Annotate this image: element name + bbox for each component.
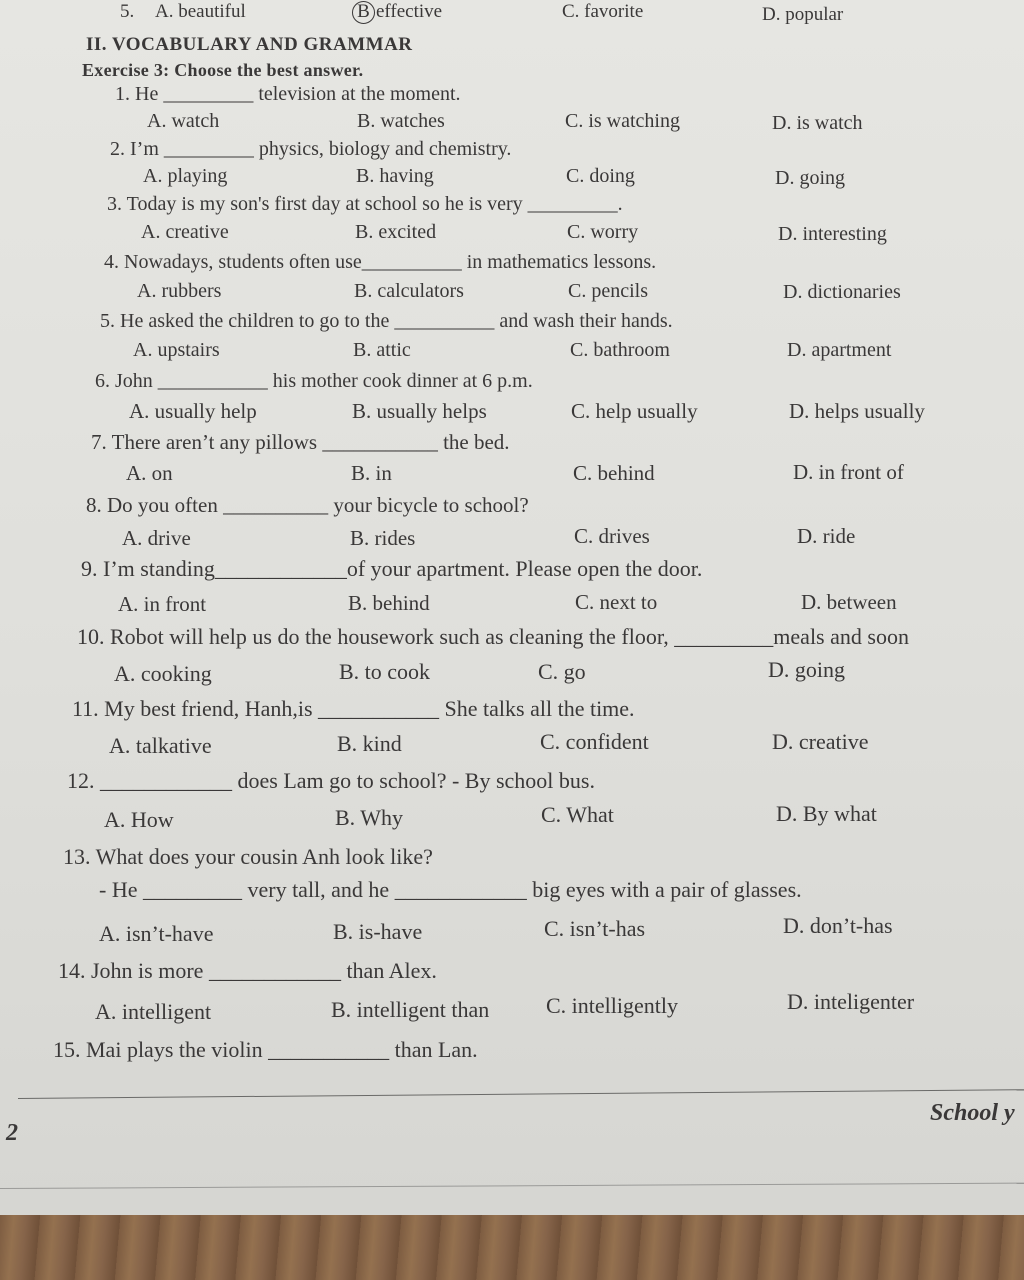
q9-option-d: D. between: [801, 590, 897, 614]
q6-option-a: A. usually help: [129, 399, 257, 423]
q8-option-d: D. ride: [797, 524, 856, 548]
q2-option-a: A. playing: [143, 165, 228, 187]
q13-option-c: C. isn’t-has: [544, 916, 646, 941]
q7-option-a: A. on: [126, 461, 173, 485]
q12-option-b: B. Why: [335, 805, 404, 830]
circled-answer-mark: B: [352, 1, 375, 24]
q13-option-d: D. don’t-has: [783, 913, 893, 938]
q14-option-c: C. intelligently: [546, 993, 678, 1018]
q1-option-b: B. watches: [357, 110, 445, 132]
q10-option-a: A. cooking: [114, 661, 212, 686]
q3-option-a: A. creative: [141, 221, 229, 243]
footer-divider: [18, 1089, 1024, 1099]
q4-option-c: C. pencils: [568, 280, 648, 302]
q4-option-a: A. rubbers: [137, 280, 222, 302]
q10-option-c: C. go: [538, 659, 586, 684]
question-10: 10. Robot will help us do the housework such as cleaning the floor, _________meals and soon: [77, 624, 909, 649]
q3-option-d: D. interesting: [778, 223, 887, 245]
q2-option-c: C. doing: [566, 165, 635, 187]
q11-option-d: D. creative: [772, 729, 869, 754]
q12-option-a: A. How: [104, 807, 174, 832]
q4-option-d: D. dictionaries: [783, 281, 901, 303]
q5-option-c: C. bathroom: [570, 339, 670, 361]
q7-option-b: B. in: [351, 461, 392, 485]
q5-option-d: D. apartment: [787, 339, 892, 361]
q6-option-d: D. helps usually: [789, 399, 925, 423]
q1-option-d: D. is watch: [772, 112, 863, 134]
question-8: 8. Do you often __________ your bicycle to school?: [86, 493, 529, 517]
question-13: 13. What does your cousin Anh look like?: [63, 844, 433, 869]
q7-option-d: D. in front of: [793, 460, 904, 484]
q14-option-b: B. intelligent than: [331, 997, 490, 1022]
q8-option-b: B. rides: [350, 526, 416, 550]
q8-option-c: C. drives: [574, 524, 650, 548]
q7-option-c: C. behind: [573, 461, 655, 485]
q14-option-a: A. intelligent: [95, 999, 212, 1024]
q10-option-b: B. to cook: [339, 659, 431, 684]
question-15: 15. Mai plays the violin ___________ than Lan.: [53, 1037, 478, 1062]
q3-option-c: C. worry: [567, 221, 639, 243]
q12-option-d: D. By what: [776, 801, 877, 826]
q9-option-b: B. behind: [348, 591, 430, 615]
q13-option-b: B. is-have: [333, 919, 423, 944]
page-bottom-line: [0, 1183, 1024, 1189]
q3-option-b: B. excited: [355, 221, 437, 243]
question-7: 7. There aren’t any pillows ___________ the bed.: [91, 430, 510, 454]
school-year-text: School y: [930, 1100, 1015, 1126]
question-3: 3. Today is my son's first day at school so he is very _________.: [107, 193, 623, 215]
q5-option-a: A. upstairs: [133, 339, 220, 361]
prev-option-b: [352, 0, 442, 24]
q12-option-c: C. What: [541, 802, 614, 827]
prev-option-c: C. favorite: [562, 1, 644, 22]
question-13-line-2: - He _________ very tall, and he ____________ big eyes with a pair of glasses.: [99, 877, 802, 902]
question-6: 6. John ___________ his mother cook dinner at 6 p.m.: [95, 370, 533, 392]
question-1: 1. He _________ television at the moment.: [115, 83, 461, 105]
q9-option-c: C. next to: [575, 590, 658, 614]
q6-option-c: C. help usually: [571, 399, 698, 423]
section-title: II. VOCABULARY AND GRAMMAR: [86, 34, 413, 55]
prev-option-a: A. beautiful: [155, 1, 246, 22]
q1-option-c: C. is watching: [565, 110, 680, 132]
q10-option-d: D. going: [768, 657, 845, 682]
question-12: 12. ____________ does Lam go to school? - By school bus.: [67, 768, 595, 793]
question-2: 2. I’m _________ physics, biology and chemistry.: [110, 138, 512, 160]
prev-option-b-text: effective: [376, 1, 443, 22]
question-5: 5. He asked the children to go to the __________ and wash their hands.: [100, 310, 673, 332]
q4-option-b: B. calculators: [354, 280, 464, 302]
q2-option-b: B. having: [356, 165, 434, 187]
q8-option-a: A. drive: [122, 526, 191, 550]
q11-option-b: B. kind: [337, 731, 402, 756]
q5-option-b: B. attic: [353, 339, 411, 361]
prev-option-d: D. popular: [762, 4, 844, 25]
question-4: 4. Nowadays, students often use__________ in mathematics lessons.: [104, 251, 657, 273]
prev-item-number: 5.: [120, 1, 135, 22]
q11-option-c: C. confident: [540, 729, 649, 754]
question-9: 9. I’m standing____________of your apartment. Please open the door.: [81, 556, 703, 581]
q14-option-d: D. inteligenter: [787, 989, 915, 1014]
q6-option-b: B. usually helps: [352, 399, 487, 423]
q13-option-a: A. isn’t-have: [99, 921, 214, 946]
q11-option-a: A. talkative: [109, 733, 212, 758]
q9-option-a: A. in front: [118, 592, 207, 616]
question-11: 11. My best friend, Hanh,is ___________ She talks all the time.: [72, 696, 635, 721]
q2-option-d: D. going: [775, 167, 845, 189]
exercise-title: Exercise 3: Choose the best answer.: [82, 60, 364, 80]
page-number: 2: [6, 1120, 18, 1146]
wooden-table-background: [0, 1215, 1024, 1280]
question-14: 14. John is more ____________ than Alex.: [58, 958, 437, 983]
q1-option-a: A. watch: [147, 110, 220, 132]
